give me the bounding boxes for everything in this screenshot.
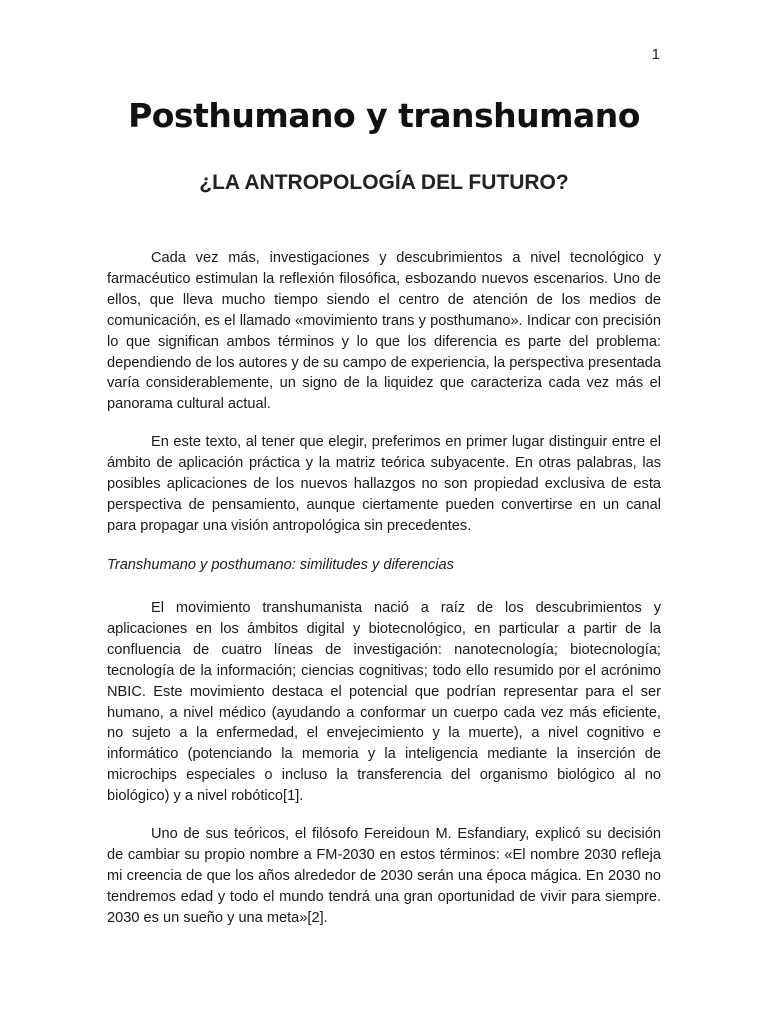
body-paragraph: En este texto, al tener que elegir, preferimos en primer lugar distinguir entre el ámbito de aplicación práctica y la matriz teórica subyacente. En otras palabras, las posibles aplicaciones de los nuevos hallazgos no son propiedad exclusiva de esta perspectiva de pensamiento, aunque ciertamente pueden convertirse en un canal para propagar una visión antropológica sin precedentes. bbox=[107, 434, 661, 534]
page-number: 1 bbox=[651, 46, 660, 63]
body-paragraph: Cada vez más, investigaciones y descubrimientos a nivel tecnológico y farmacéutico estimulan la reflexión filosófica, esbozando nuevos escenarios. Uno de ellos, que lleva mucho tiempo siendo el centro de atención de los medios de comunicación, es el llamado «movimiento trans y posthumano». Indicar con precisión lo que significan ambos términos y lo que los diferencia es parte del problema: dependiendo de los autores y de su campo de experiencia, la perspectiva presentada varía considerablemente, un signo de la liquidez que caracteriza cada vez más el panorama cultural actual. bbox=[107, 250, 661, 413]
body-paragraph: El movimiento transhumanista nació a raíz de los descubrimientos y aplicaciones en los ámbitos digital y biotecnológico, en particular a partir de la confluencia de cuatro líneas de investigación: nanotecnología; biotecnología; tecnología de la información; ciencias cognitivas; todo ello resumido por el acrónimo NBIC. Este movimiento destaca el potencial que podrían representar para el ser humano, a nivel médico (ayudando a conformar un cuerpo cada vez más eficiente, no sujeto a la enfermedad, el envejecimiento y la muerte), a nivel cognitivo e informático (potenciando la memoria y la inteligencia mediante la inserción de microchips especiales o incluso la transferencia del organismo biológico al no biológico) y a nivel robótico[1]. bbox=[107, 600, 661, 805]
document-subtitle: ¿LA ANTROPOLOGÍA DEL FUTURO? bbox=[199, 171, 569, 194]
body-paragraph: Uno de sus teóricos, el filósofo Fereidoun M. Esfandiary, explicó su decisión de cambiar su propio nombre a FM-2030 en estos términos: «El nombre 2030 refleja mi creencia de que los años alrededor de 2030 serán una época mágica. En 2030 no tendremos edad y todo el mundo tendrá una gran oportunidad de vivir para siempre. 2030 es un sueño y una meta»[2]. bbox=[107, 826, 661, 926]
document-title: Posthumano y transhumano bbox=[128, 96, 640, 135]
section-heading: Transhumano y posthumano: similitudes y diferencias bbox=[107, 557, 454, 573]
